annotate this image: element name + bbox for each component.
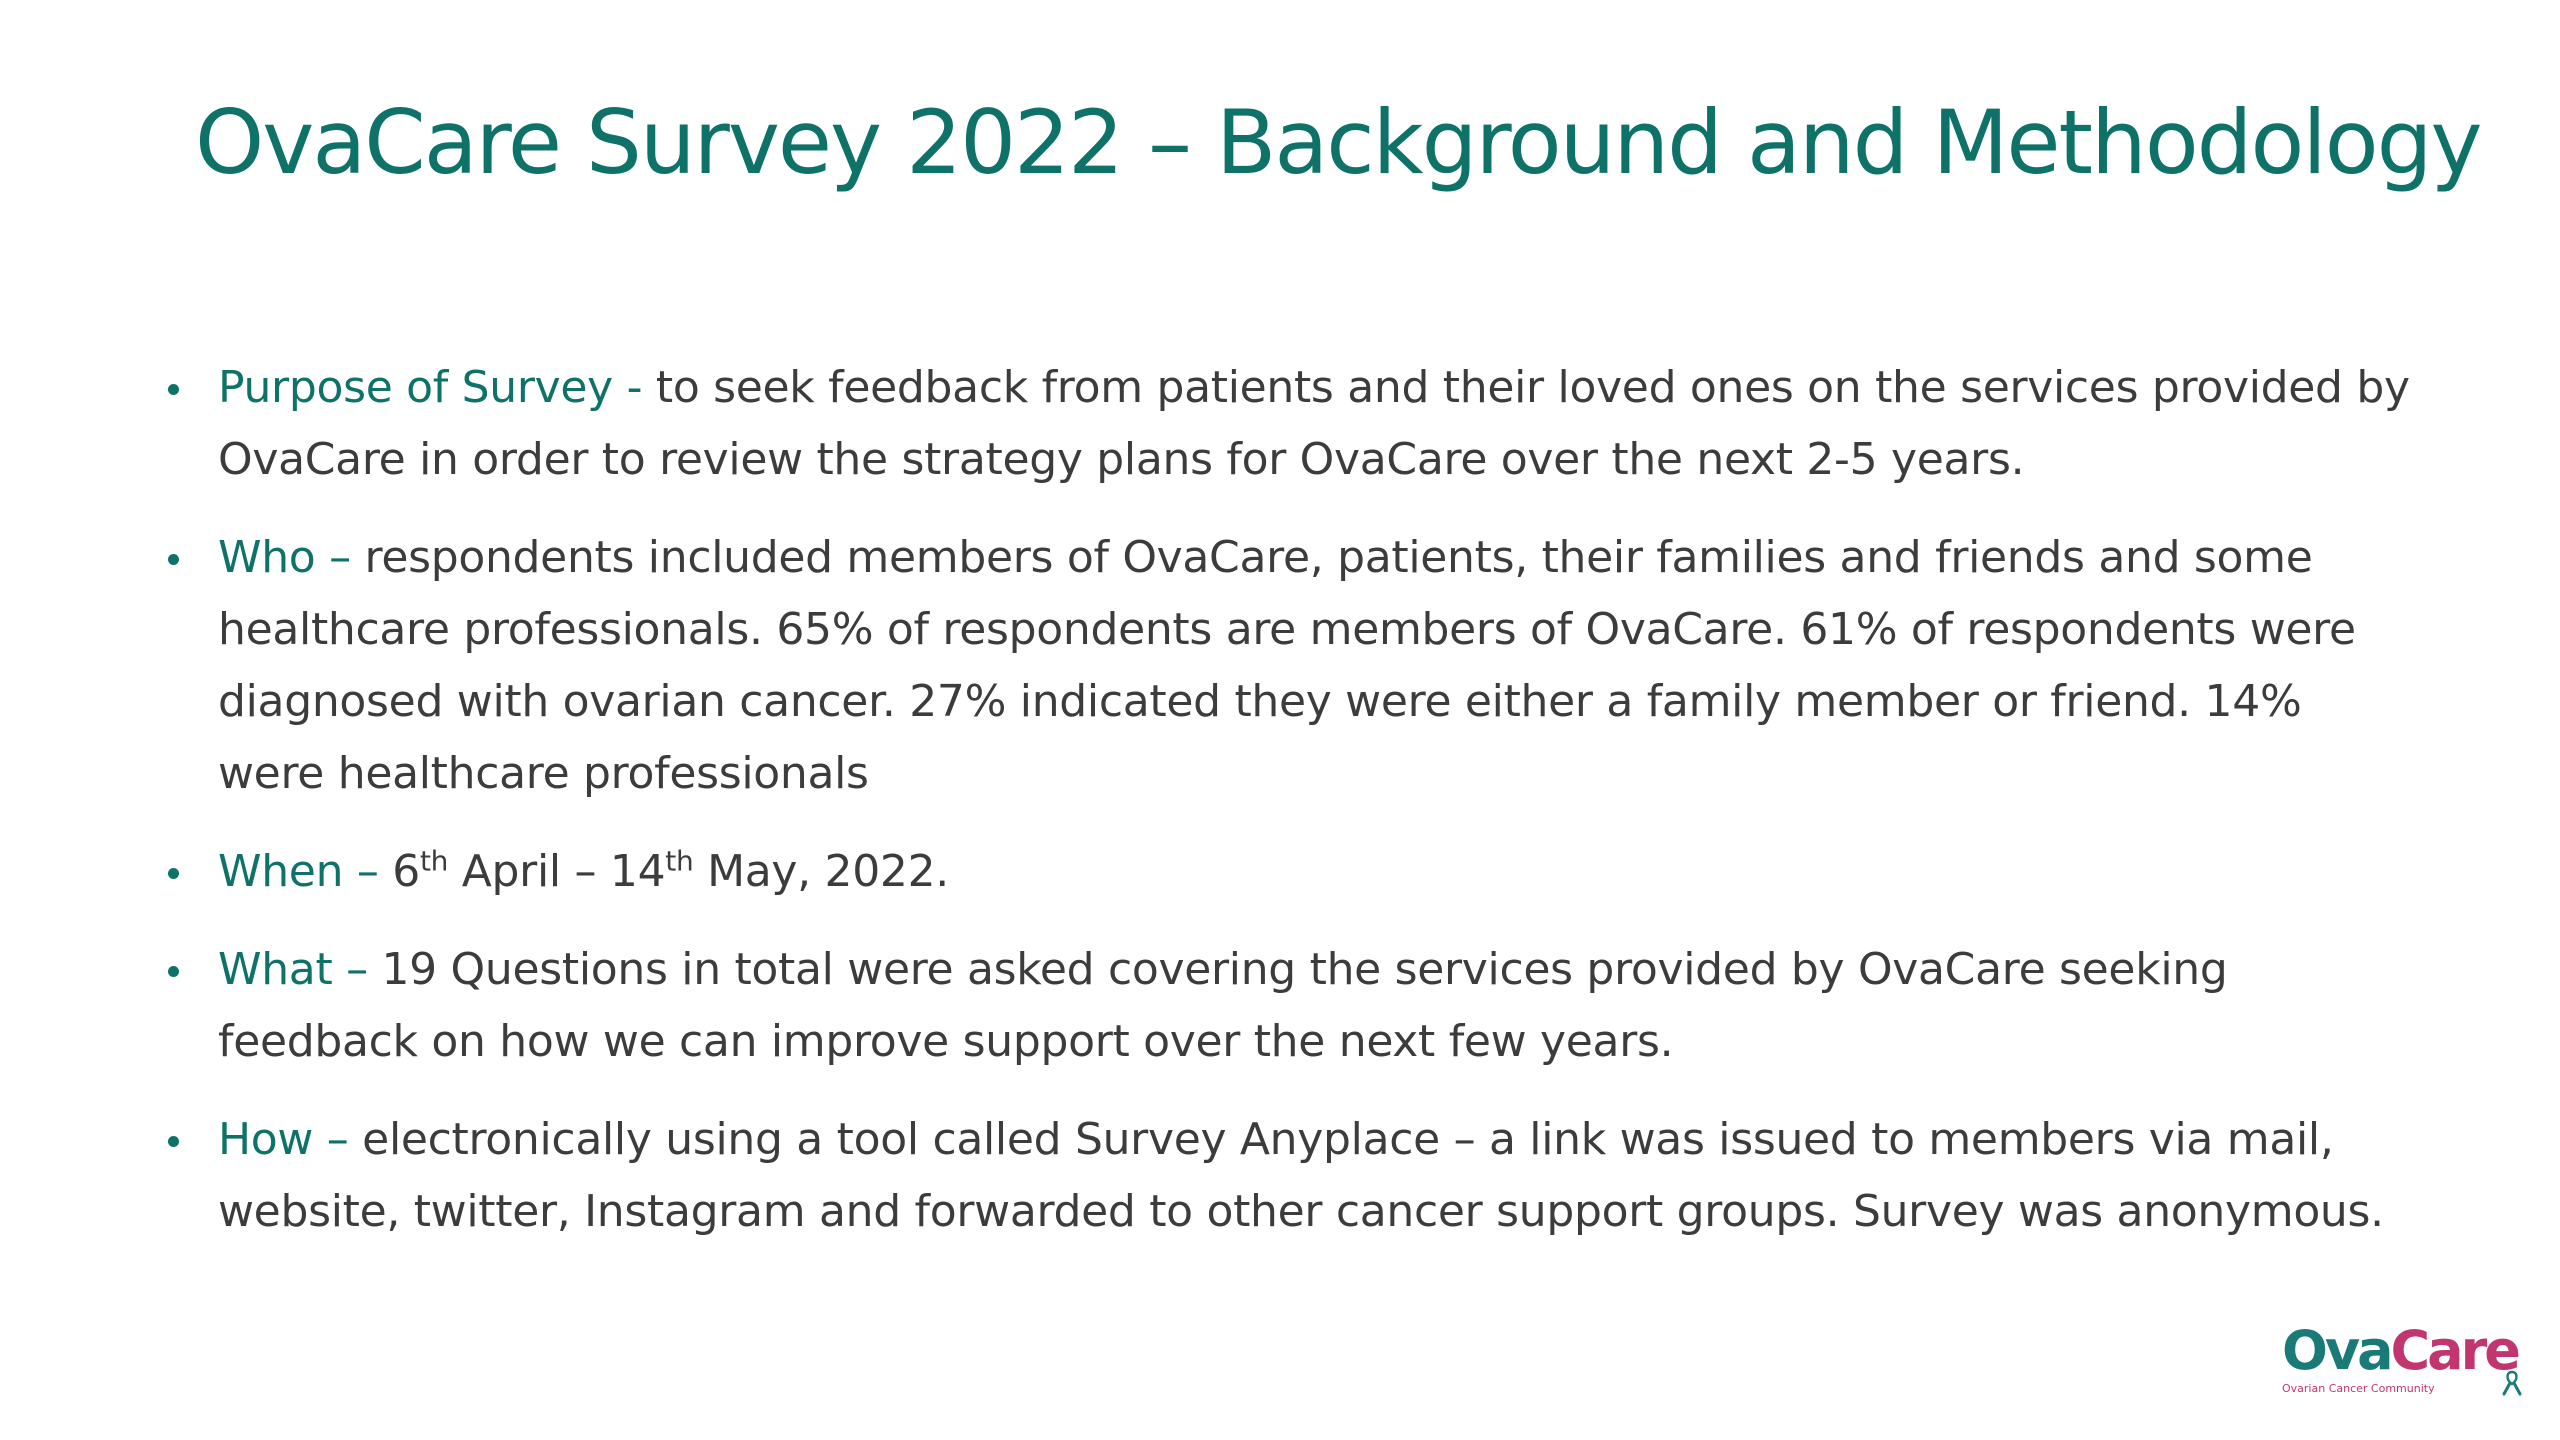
- bullet-when-end-suffix: th: [665, 844, 694, 878]
- logo-word-care: Care: [2390, 1319, 2518, 1382]
- bullet-when-start-day: 6: [378, 846, 420, 897]
- bullet-dot-icon: [168, 966, 179, 977]
- logo-wordmark: [2282, 1319, 2522, 1382]
- bullet-how: [0, 1104, 2418, 1248]
- bullet-who: [0, 522, 2418, 810]
- logo-word-ova: Ova: [2282, 1319, 2391, 1382]
- bullet-dot-icon: [168, 384, 179, 395]
- bullet-when-start-suffix: th: [419, 844, 449, 878]
- bullet-what-lead: What –: [218, 944, 368, 995]
- bullet-what: [0, 934, 2418, 1078]
- bullet-dot-icon: [168, 1136, 179, 1147]
- ribbon-icon: [2502, 1370, 2522, 1396]
- bullet-who-lead: Who –: [218, 532, 351, 583]
- bullet-when: [0, 836, 2418, 908]
- bullet-how-lead: How –: [218, 1114, 349, 1165]
- bullet-purpose: [0, 352, 2418, 496]
- logo-tagline: Ovarian Cancer Community: [2282, 1382, 2435, 1395]
- slide-title: OvaCare Survey 2022 – Background and Methodology: [195, 91, 2481, 194]
- bullet-how-text: electronically using a tool called Survey Anyplace – a link was issued to members via mail, website, twitter, Instagram and forwarded to other cancer support groups. Survey was anonymous.: [218, 1114, 2384, 1237]
- bullet-purpose-lead: Purpose of Survey -: [218, 362, 643, 413]
- bullet-what-text: 19 Questions in total were asked covering the services provided by OvaCare seeking feedback on how we can improve support over the next few years.: [218, 944, 2228, 1067]
- bullet-when-lead: When –: [218, 846, 379, 897]
- ovacare-logo: [2282, 1319, 2522, 1402]
- bullet-who-text: respondents included members of OvaCare, patients, their families and friends and some healthcare professionals. 65% of respondents are members of OvaCare. 61% of respondents were diagnosed with ovarian cancer. 27% indicated they were either a family member or friend. 14% were healthcare professionals: [218, 532, 2356, 799]
- bullet-when-end-rest: May, 2022.: [693, 846, 949, 897]
- bullet-list: [0, 352, 2560, 1274]
- bullet-when-start-rest: April – 14: [448, 846, 666, 897]
- bullet-dot-icon: [168, 868, 179, 879]
- bullet-dot-icon: [168, 554, 179, 565]
- bullet-purpose-text: to seek feedback from patients and their loved ones on the services provided by OvaCare in order to review the strategy plans for OvaCare over the next 2-5 years.: [218, 362, 2410, 485]
